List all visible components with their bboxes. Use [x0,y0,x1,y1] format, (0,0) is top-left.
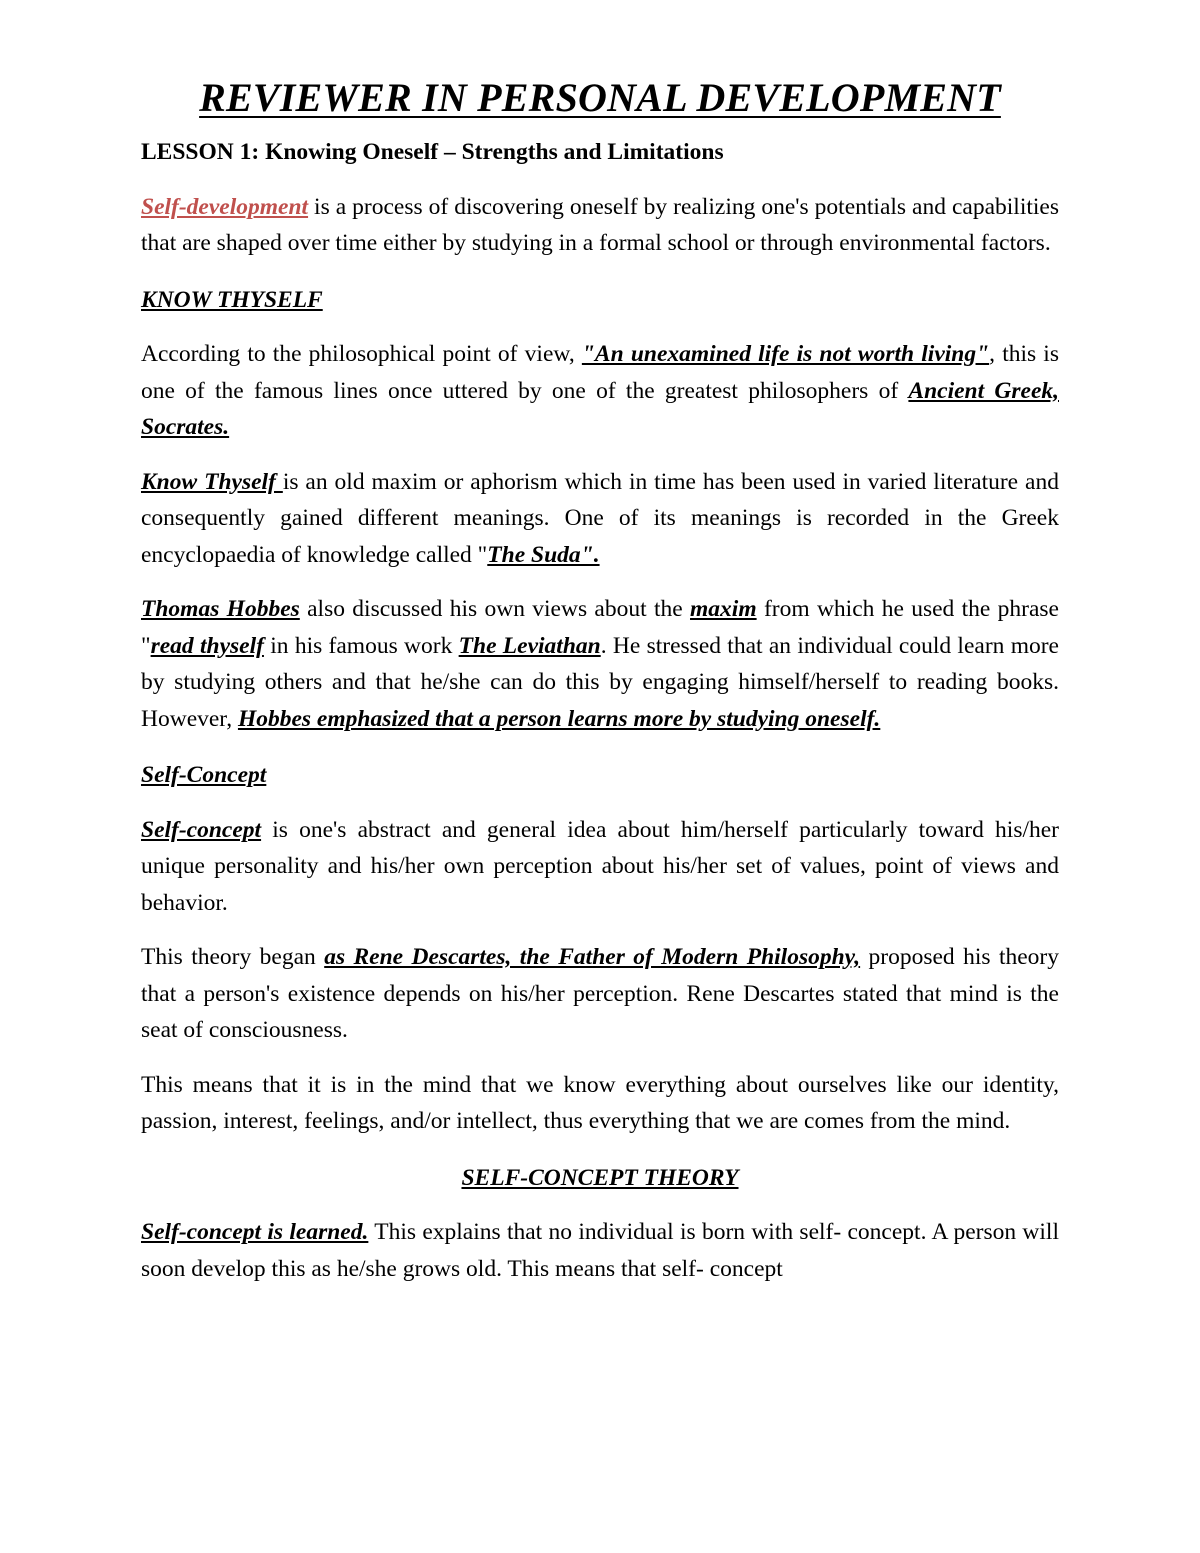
term-hobbes-emphasis: Hobbes emphasized that a person learns more by studying oneself. [237,705,881,732]
term-descartes: as Rene Descartes, the Father of Modern Philosophy, [324,944,861,970]
term-read-thyself: read thyself [150,632,264,659]
term-know-thyself: Know Thyself [141,468,283,495]
term-socrates: Ancient Greek, Socrates. [141,377,1059,440]
paragraph-self-development [141,189,1059,262]
paragraph-hobbes: Thomas Hobbes also discussed his own views about the maxim from which he used the phrase "read thyself in his famous work The Leviathan. He stressed that an individual could learn more by studying others and that he/she can do this by engaging himself/herself to reading books. However, Hobbes emphasized that a person learns more by studying oneself. [141,596,1059,732]
paragraph-socrates: According to the philosophical point of view, "An unexamined life is not worth living", this is one of the famous lines once uttered by one of the greatest philosophers of Ancient Greek, Socrates. [141,341,1059,440]
document-title: REVIEWER IN PERSONAL DEVELOPMENT [199,75,1001,120]
heading-self-concept-theory: SELF-CONCEPT THEORY [461,1164,739,1191]
lesson-heading: LESSON 1: Knowing Oneself – Strengths and Limitations [141,139,724,165]
term-self-concept-learned: Self-concept is learned. [141,1219,369,1245]
paragraph-descartes: This theory began as Rene Descartes, the Father of Modern Philosophy, proposed his theory that a person's existence depends on his/her perception. Rene Descartes stated that mind is the seat of consciousness. [141,944,1059,1043]
paragraph-mind: This means that it is in the mind that we know everything about ourselves like our identity, passion, interest, feelings, and/or intellect, thus everything that we are comes from the mind. [141,1071,1059,1134]
paragraph-self-concept: Self-concept is one's abstract and general idea about him/herself particularly toward his/her unique personality and his/her own perception about his/her set of values, point of views and behavior. [141,816,1059,916]
paragraph-know-thyself: Know Thyself is an old maxim or aphorism which in time has been used in varied literature and consequently gained different meanings. One of its meanings is recorded in the Greek encyclopaedia of knowledge called "The Suda". [141,468,1059,568]
paragraph-text: is a process of discovering oneself by realizing one's potentials and capabilities that are shaped over time either by studying in a formal school or through environmental factors. [141,193,1059,256]
term-the-suda: The Suda". [487,541,600,568]
term-thomas-hobbes: Thomas Hobbes [141,596,300,622]
heading-know-thyself: KNOW THYSELF [141,286,323,313]
term-maxim: maxim [690,596,757,622]
term-self-development: Self-development [141,193,309,220]
paragraph-self-concept-learned: Self-concept is learned. This explains that no individual is born with self- concept. A person will soon develop this as he/she grows old. This means that self- concept [141,1219,1059,1282]
term-the-leviathan: The Leviathan [458,632,601,659]
quote-unexamined-life: "An unexamined life is not worth living" [581,341,990,367]
term-self-concept: Self-concept [141,816,262,843]
heading-self-concept: Self-Concept [141,762,267,788]
